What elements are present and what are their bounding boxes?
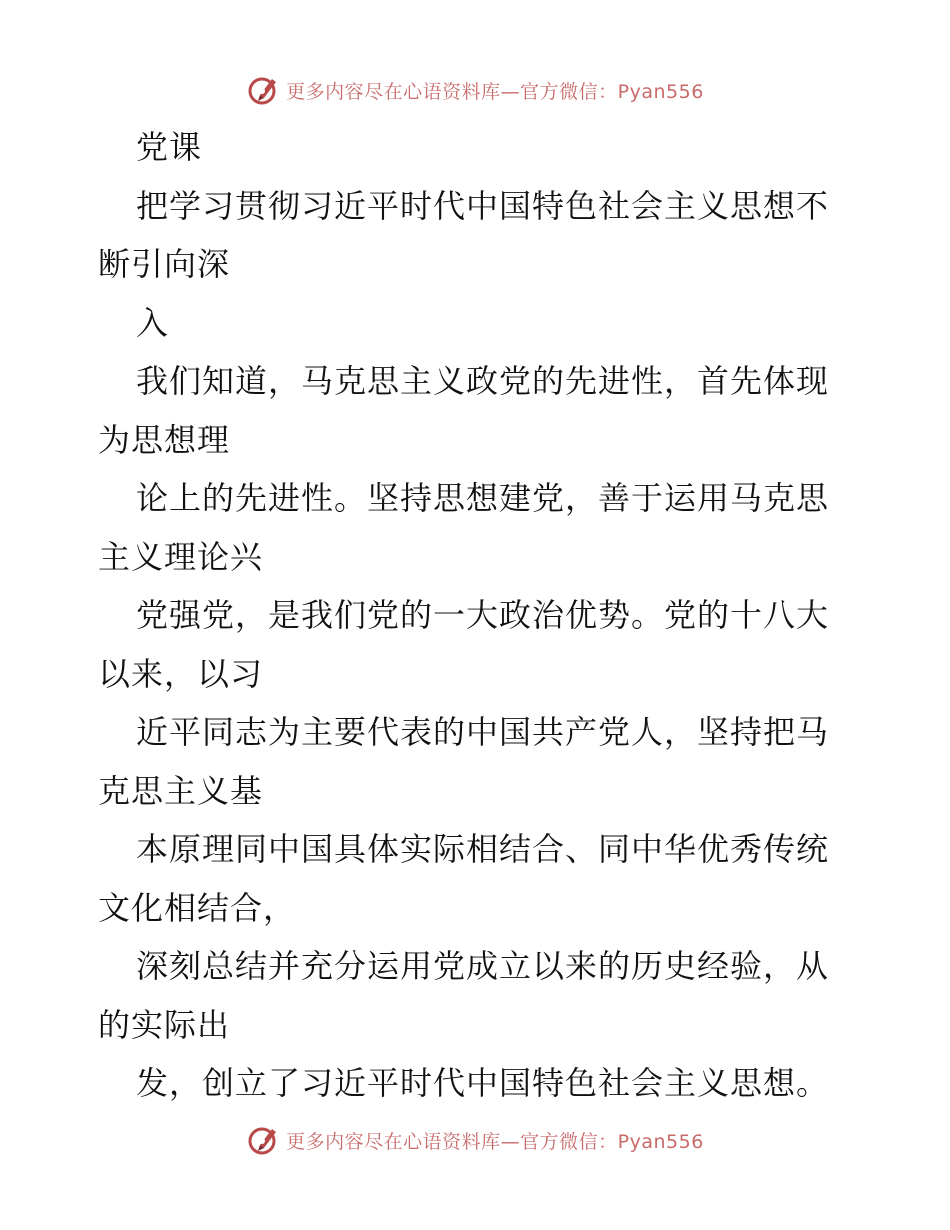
text-line: 主义理论兴 (98, 537, 264, 576)
pen-nib-circle-icon (246, 1123, 280, 1157)
text-line: 我们知道，马克思主义政党的先进性，首先体现 (136, 362, 830, 400)
text-line: 论上的先进性。坚持思想建党，善于运用马克思 (136, 479, 830, 517)
text-line: 文化相结合， (98, 888, 297, 927)
text-line: 发，创立了习近平时代中国特色社会主义思想。 (136, 1064, 830, 1102)
text-line: 近平同志为主要代表的中国共产党人，坚持把马 (136, 713, 830, 751)
text-line: 入 (136, 303, 170, 342)
footer-watermark-banner (0, 1120, 950, 1160)
text-line: 党课 (136, 128, 203, 166)
watermark-text: 更多内容尽在心语资料库—官方微信：Pyan556 (286, 80, 704, 103)
text-line: 的实际出 (98, 1005, 231, 1044)
text-line: 深刻总结并充分运用党成立以来的历史经验，从 (136, 947, 830, 985)
watermark-text: 更多内容尽在心语资料库—官方微信：Pyan556 (286, 1130, 704, 1153)
pen-nib-circle-icon (246, 73, 280, 107)
text-line: 党强党，是我们党的一大政治优势。党的十八大 (136, 596, 830, 634)
text-line: 为思想理 (98, 420, 231, 459)
text-line: 本原理同中国具体实际相结合、同中华优秀传统 (136, 830, 830, 868)
text-line: 以来，以习 (98, 654, 264, 693)
text-line: 把学习贯彻习近平时代中国特色社会主义思想不 (136, 186, 830, 225)
document-body (98, 118, 858, 1113)
header-watermark-banner (0, 70, 950, 110)
text-line: 克思主义基 (98, 771, 264, 810)
text-line: 断引向深 (98, 245, 231, 283)
